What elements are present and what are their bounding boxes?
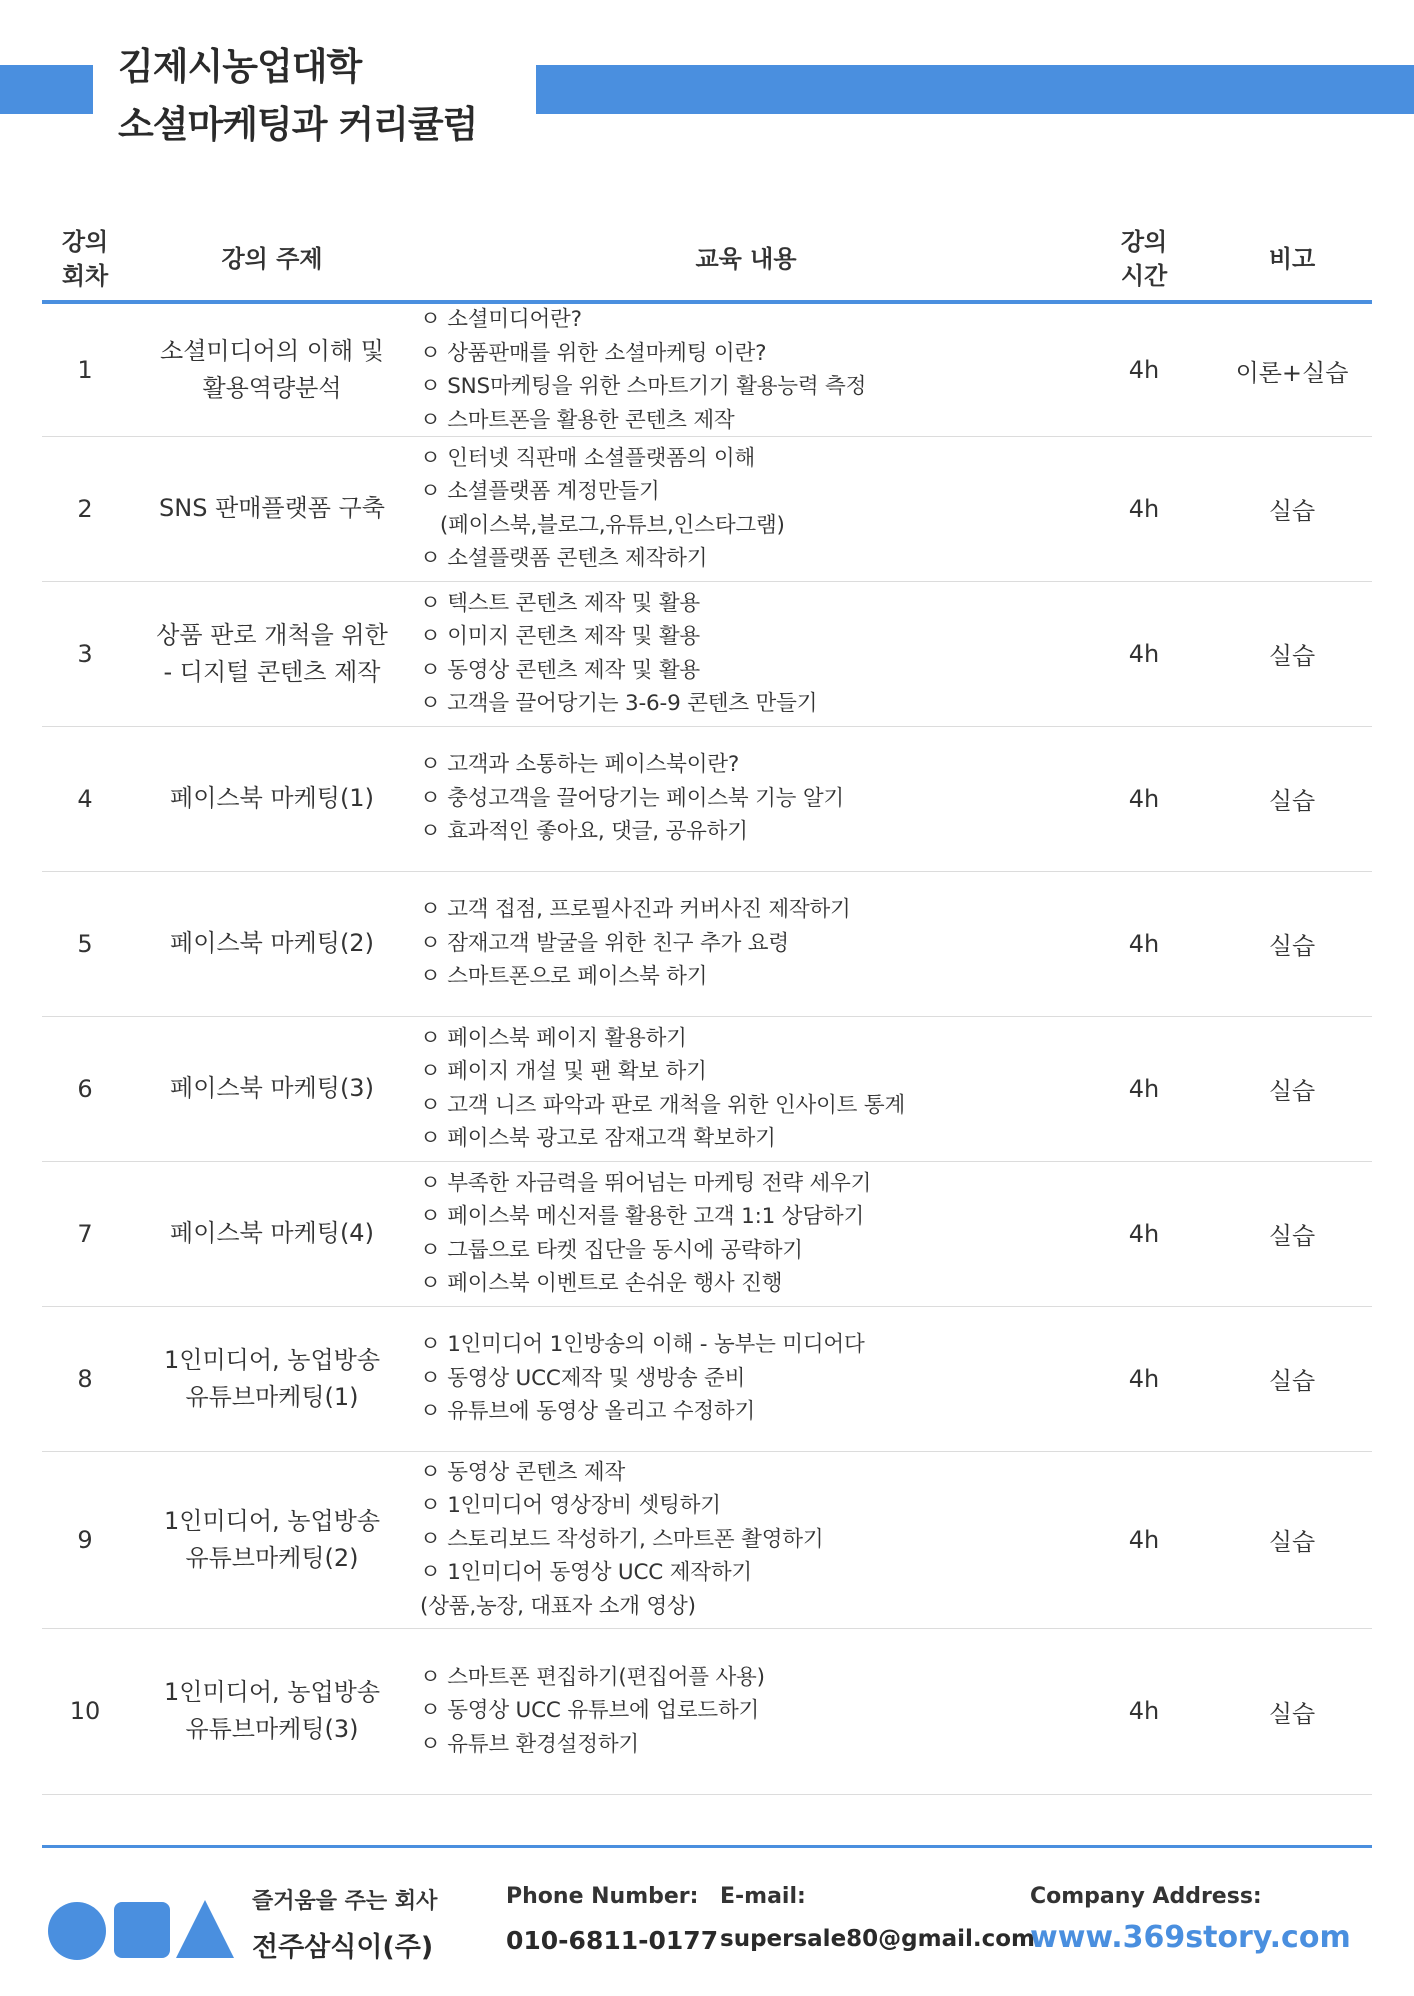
content-list — [416, 587, 817, 721]
content-list — [416, 1022, 905, 1156]
session-number: 7 — [77, 1219, 93, 1248]
content-item: ㅇ 스마트폰으로 페이스북 하기 — [420, 964, 708, 990]
phone-label: Phone Number: — [506, 1884, 699, 1909]
content-item: ㅇ 동영상 UCC제작 및 생방송 준비 — [420, 1365, 746, 1391]
column-header-note: 비고 — [1268, 245, 1316, 273]
email-address: supersale80@gmail.com — [720, 1926, 1036, 1952]
content-item: ㅇ 그룹으로 타켓 집단을 동시에 공략하기 — [420, 1237, 803, 1263]
content-item: ㅇ 잠재고객 발굴을 위한 친구 추가 요령 — [420, 930, 789, 956]
phone-number: 010-6811-0177 — [506, 1926, 719, 1955]
title-line-1: 김제시농업대학 — [118, 45, 362, 88]
content-item: ㅇ 부족한 자금력을 뛰어넘는 마케팅 전략 세우기 — [420, 1170, 872, 1196]
content-item: ㅇ 소셜미디어란? — [420, 307, 582, 332]
lecture-hours: 4h — [1128, 1219, 1160, 1248]
lecture-content — [416, 304, 1076, 436]
column-header-session: 강의 회차 — [61, 228, 109, 290]
table-row — [42, 871, 1372, 1017]
triangle-shape-icon — [176, 1900, 234, 1958]
content-list — [416, 893, 851, 994]
lecture-topic: 상품 판로 개척을 위한 - 디지털 콘텐츠 제작 — [156, 620, 388, 686]
content-item: ㅇ 인터넷 직판매 소셜플랫폼의 이해 — [420, 445, 756, 471]
content-item: ㅇ 충성고객을 끌어당기는 페이스북 기능 알기 — [420, 785, 844, 811]
lecture-hours: 4h — [1128, 494, 1160, 523]
lecture-content — [416, 1306, 1076, 1451]
lecture-topic: 페이스북 마케팅(3) — [170, 1074, 374, 1102]
table-row — [42, 726, 1372, 872]
content-item: ㅇ 페이스북 메신저를 활용한 고객 1:1 상담하기 — [420, 1204, 865, 1229]
content-item: ㅇ 스토리보드 작성하기, 스마트폰 촬영하기 — [420, 1526, 824, 1552]
lecture-content — [416, 871, 1076, 1016]
content-list — [416, 1167, 871, 1301]
table-row — [42, 581, 1372, 727]
session-number: 8 — [77, 1364, 93, 1393]
session-number: 2 — [77, 494, 93, 523]
table-header — [42, 218, 1372, 300]
content-item: ㅇ 고객과 소통하는 페이스북이란? — [420, 752, 740, 778]
session-number: 1 — [77, 356, 93, 384]
lecture-content — [416, 1016, 1076, 1161]
content-list — [416, 442, 785, 576]
content-list — [416, 1328, 865, 1429]
content-item: ㅇ 스마트폰을 활용한 콘텐츠 제작 — [420, 407, 735, 433]
table-row — [42, 436, 1372, 582]
lecture-content — [416, 1628, 1076, 1794]
lecture-note: 실습 — [1268, 1222, 1316, 1250]
content-list — [416, 303, 866, 437]
content-item: ㅇ 텍스트 콘텐츠 제작 및 활용 — [420, 590, 701, 616]
content-item: ㅇ 1인미디어 영상장비 셋팅하기 — [420, 1493, 721, 1519]
table-row — [42, 1451, 1372, 1629]
column-header-hours: 강의 시간 — [1120, 228, 1168, 290]
column-header-content: 교육 내용 — [695, 245, 797, 273]
content-list — [416, 748, 844, 849]
content-item: (상품,농장, 대표자 소개 영상) — [420, 1593, 696, 1619]
table-row — [42, 304, 1372, 437]
content-item: ㅇ 페이스북 페이지 활용하기 — [420, 1025, 687, 1051]
content-item: ㅇ 소셜플랫폼 계정만들기 — [420, 479, 660, 504]
lecture-topic: 소셜미디어의 이해 및 활용역량분석 — [160, 337, 384, 402]
content-item: (페이스북,블로그,유튜브,인스타그램) — [420, 512, 785, 538]
content-item: ㅇ 이미지 콘텐츠 제작 및 활용 — [420, 624, 701, 649]
content-item: ㅇ 동영상 콘텐츠 제작 및 활용 — [420, 657, 701, 683]
content-list — [416, 1661, 765, 1762]
lecture-hours: 4h — [1128, 1525, 1160, 1554]
column-header-topic: 강의 주제 — [221, 245, 323, 273]
session-number: 5 — [77, 929, 93, 958]
footer-divider — [42, 1845, 1372, 1848]
lecture-note: 실습 — [1268, 1367, 1316, 1395]
lecture-topic: 페이스북 마케팅(1) — [170, 784, 374, 812]
lecture-content — [416, 1161, 1076, 1306]
session-number: 10 — [69, 1697, 101, 1725]
content-item: ㅇ 고객을 끌어당기는 3-6-9 콘텐츠 만들기 — [420, 691, 818, 716]
content-item: ㅇ 효과적인 좋아요, 댓글, 공유하기 — [420, 819, 748, 845]
content-item: ㅇ 고객 접점, 프로필사진과 커버사진 제작하기 — [420, 897, 851, 923]
lecture-hours: 4h — [1128, 1364, 1160, 1393]
content-item: ㅇ 유튜브에 동영상 올리고 수정하기 — [420, 1399, 756, 1425]
lecture-hours: 4h — [1128, 1074, 1160, 1103]
lecture-hours: 4h — [1128, 356, 1160, 384]
content-item: ㅇ SNS마케팅을 위한 스마트기기 활용능력 측정 — [420, 374, 867, 399]
lecture-hours: 4h — [1128, 1697, 1160, 1725]
website-link[interactable]: www.369story.com — [1030, 1920, 1351, 1955]
lecture-content — [416, 726, 1076, 871]
session-number: 9 — [77, 1525, 93, 1554]
lecture-note: 실습 — [1268, 932, 1316, 960]
content-item: ㅇ 1인미디어 1인방송의 이해 - 농부는 미디어다 — [420, 1332, 865, 1358]
content-item: ㅇ 상품판매를 위한 소셜마케팅 이란? — [420, 340, 767, 366]
square-shape-icon — [114, 1902, 170, 1958]
session-number: 4 — [77, 784, 93, 813]
lecture-topic: 1인미디어, 농업방송 유튜브마케팅(2) — [164, 1506, 380, 1572]
content-item: ㅇ 동영상 UCC 유튜브에 업로드하기 — [420, 1698, 760, 1724]
lecture-topic: 1인미디어, 농업방송 유튜브마케팅(1) — [164, 1345, 380, 1411]
curriculum-table — [42, 218, 1372, 1757]
lecture-note: 실습 — [1268, 1077, 1316, 1105]
header-accent-bar-left — [0, 65, 93, 114]
lecture-hours: 4h — [1128, 784, 1160, 813]
content-item: ㅇ 스마트폰 편집하기(편집어플 사용) — [420, 1664, 765, 1690]
lecture-note: 실습 — [1268, 1528, 1316, 1556]
title-line-2: 소셜마케팅과 커리큘럼 — [118, 103, 478, 146]
lecture-note: 실습 — [1268, 642, 1316, 670]
table-row — [42, 1161, 1372, 1307]
content-item: ㅇ 페이지 개설 및 팬 확보 하기 — [420, 1059, 707, 1084]
content-item: ㅇ 페이스북 이벤트로 손쉬운 행사 진행 — [420, 1271, 783, 1296]
circle-shape-icon — [48, 1902, 106, 1960]
lecture-topic: 1인미디어, 농업방송 유튜브마케팅(3) — [164, 1678, 380, 1743]
content-item: ㅇ 동영상 콘텐츠 제작 — [420, 1459, 626, 1485]
lecture-note: 실습 — [1268, 497, 1316, 525]
lecture-topic: 페이스북 마케팅(2) — [170, 929, 374, 957]
session-number: 6 — [77, 1074, 93, 1103]
session-number: 3 — [77, 639, 93, 668]
lecture-content — [416, 436, 1076, 581]
lecture-content — [416, 581, 1076, 726]
content-list — [416, 1456, 823, 1624]
content-item: ㅇ 소셜플랫폼 콘텐츠 제작하기 — [420, 546, 708, 571]
header-accent-bar-right — [536, 65, 1414, 114]
table-row — [42, 1628, 1372, 1795]
lecture-topic: 페이스북 마케팅(4) — [170, 1219, 374, 1247]
page-title — [118, 38, 477, 154]
address-label: Company Address: — [1030, 1884, 1262, 1909]
table-row — [42, 1306, 1372, 1452]
content-item: ㅇ 유튜브 환경설정하기 — [420, 1731, 639, 1757]
company-name: 전주삼식이(주) — [252, 1932, 434, 1963]
lecture-note: 실습 — [1268, 1699, 1316, 1728]
company-slogan: 즐거움을 주는 회사 — [252, 1889, 438, 1914]
lecture-note: 이론+실습 — [1235, 358, 1349, 387]
lecture-content — [416, 1451, 1076, 1628]
lecture-hours: 4h — [1128, 929, 1160, 958]
lecture-topic: SNS 판매플랫폼 구축 — [159, 494, 385, 522]
content-item: ㅇ 페이스북 광고로 잠재고객 확보하기 — [420, 1126, 776, 1151]
table-row — [42, 1016, 1372, 1162]
content-item: ㅇ 고객 니즈 파악과 판로 개척을 위한 인사이트 통계 — [420, 1092, 906, 1118]
content-item: ㅇ 1인미디어 동영상 UCC 제작하기 — [420, 1560, 753, 1586]
email-label: E-mail: — [720, 1884, 806, 1909]
lecture-note: 실습 — [1268, 787, 1316, 815]
lecture-hours: 4h — [1128, 639, 1160, 668]
